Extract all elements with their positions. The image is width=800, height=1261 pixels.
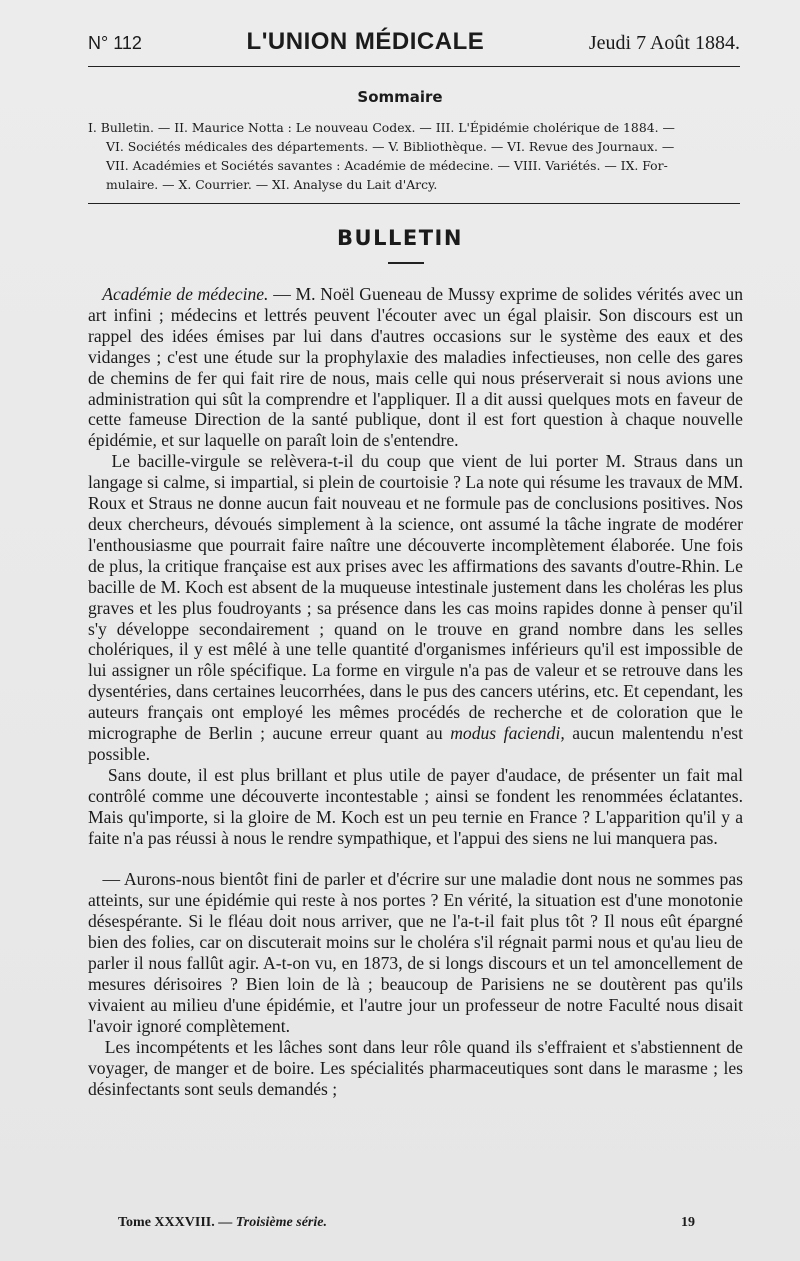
paragraph — [88, 765, 743, 849]
paragraph-text: Le bacille-virgule se relèvera-t-il du coup que vient de lui porter M. Straus dans un langage si calme, si impartial, si plein de courtoisie ? La note qui résume les travaux de MM. Roux et Straus ne donne aucun fait nouveau et ne formule pas de conclusions positives. Nos deux chercheurs, dévoués simplement à la science, ont assumé la tâche ingrate de modérer l'enthousiasme que pourrait faire naître une découverte incomplètement élaborée. Une fois de plus, la critique française est aux prises avec les affirmations des savants d'outre-Rhin. Le bacille de M. Koch est absent de la muqueuse intestinale justement dans les choléras les plus graves et les plus foudroyants ; sa présence dans les cas moins rapides donne à penser qu'il s'y développe secondairement ; quand on le trouve en grand nombre dans les selles cholériques, il y est mêlé à une telle quantité d'organismes inférieurs qu'il est impossible de lui assigner un rôle spécifique. La forme en virgule n'a pas de valeur et se retrouve dans les dysentéries, dans certaines leucorrhées, dans le pus des cancers utérins, etc. Et cependant, les auteurs français ont employé les mêmes procédés de recherche et de coloration que le micrographe de Berlin ; aucune erreur quant au — [88, 451, 743, 744]
page-number: 19 — [681, 1215, 695, 1230]
section-rule — [88, 203, 740, 204]
section-title: BULLETIN — [337, 226, 463, 250]
article-body — [88, 284, 743, 1099]
page-footer — [118, 1215, 695, 1231]
paragraph — [88, 451, 743, 765]
paragraph-text: Sans doute, il est plus brillant et plus utile de payer d'audace, de présenter un fait mal contrôlé comme une découverte incontestable ; ainsi se fondent les renommées éclatantes. Mais qu'importe, si la gloire de M. Koch est un peu ternie en France ? L'apparition qu'il y a faite n'a pas réussi à nous le rendre sympathique, et l'appui des siens ne lui manquera pas. — [88, 764, 743, 848]
sommaire-line: VI. Sociétés médicales des départements. — V. Bibliothèque. — VI. Revue des Journaux. — — [106, 139, 675, 154]
inline-italic: modus faciendi, — [450, 723, 565, 744]
paragraph — [88, 1037, 743, 1100]
paragraph-text: Les incompétents et les lâches sont dans leur rôle quand ils s'effraient et s'abstiennent de voyager, de manger et de boire. Les spécialités pharmaceutiques sont dans le marasme ; les désinfectants sont seuls demandés ; — [88, 1036, 743, 1099]
lead-italic: Académie de médecine. — [102, 284, 269, 304]
paragraph-text: — M. Noël Gueneau de Mussy exprime de solides vérités avec un art infini ; médecins et lettrés peuvent l'écouter avec un égal plaisir. Son discours est un rappel des idées émises par lui dans d'autres occasions sur le système des eaux et des vidanges ; c'est une étude sur la prophylaxie des maladies infectieuses, non celle des gares de chemins de fer qui fait rire de nous, mais celle qui nous préserverait si nous avions une administration qui sût la comprendre et l'appliquer. Il a dit aussi quelques mots en faveur de cette fameuse Direction de la santé publique, dont il est fort question à chaque nouvelle épidémie, et sur laquelle on paraît loin de s'entendre. — [88, 284, 743, 451]
series-label: Troisième série. — [235, 1215, 327, 1230]
sommaire-title: Sommaire — [357, 88, 443, 106]
sommaire-list — [88, 118, 753, 194]
page-header — [88, 28, 740, 62]
sommaire-line: mulaire. — X. Courrier. — XI. Analyse du Lait d'Arcy. — [106, 177, 438, 192]
title-dash — [388, 262, 424, 264]
sommaire-line: I. Bulletin. — II. Maurice Notta : Le nouveau Codex. — III. L'Épidémie cholérique de 1884. — — [88, 120, 675, 135]
paragraph-text: aucun malentendu n'est possible. — [88, 723, 743, 764]
paragraph — [88, 284, 743, 451]
paragraph — [88, 869, 743, 1036]
issue-number: N° 112 — [88, 33, 142, 53]
volume-info — [118, 1215, 327, 1231]
issue-date: Jeudi 7 Août 1884. — [588, 32, 740, 54]
header-rule — [88, 66, 740, 67]
paragraph-text: — Aurons-nous bientôt fini de parler et d'écrire sur une maladie dont nous ne sommes pas atteints, sur une épidémie qui reste à nos portes ? En vérité, la situation est d'une monotonie désespérante. Si le fléau doit nous arriver, que ne l'a-t-il fait plus tôt ? Il nous eût épargné bien des folies, car on discuterait moins sur le choléra s'il régnait parmi nous et qu'au lieu de parler il nous fallût agir. A-t-on vu, en 1873, de si longs discours et un tel amoncellement de mesures dérisoires ? Bien loin de là ; beaucoup de Parisiens ne se doutèrent pas qu'ils vivaient au milieu d'une épidémie, et l'autre jour un professeur de notre Faculté nous disait l'avoir ignoré complètement. — [88, 869, 744, 1036]
volume-label: Tome XXXVIII. — — [118, 1215, 236, 1230]
journal-title: L'UNION MÉDICALE — [246, 28, 485, 55]
sommaire-line: VII. Académies et Sociétés savantes : Académie de médecine. — VIII. Variétés. — IX. For- — [106, 158, 668, 173]
